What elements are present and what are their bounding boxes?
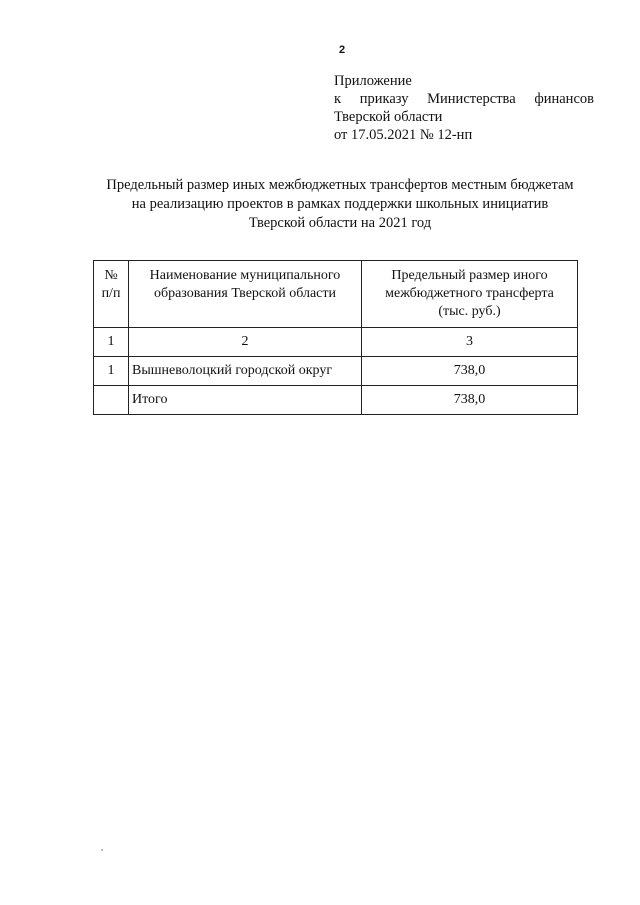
transfer-table	[93, 260, 578, 415]
total-label: Итого	[129, 386, 362, 415]
total-amount: 738,0	[362, 386, 578, 415]
document-title	[60, 176, 620, 233]
total-number	[94, 386, 129, 415]
appendix-date-number: от 17.05.2021 № 12-нп	[334, 127, 473, 143]
column-number: 3	[362, 328, 578, 357]
title-line-2: на реализацию проектов в рамках поддержки школьных инициатив	[131, 196, 549, 212]
appendix-block	[334, 72, 594, 144]
header-amount-line1: Предельный размер иного	[391, 268, 548, 283]
appendix-word: финансов	[534, 91, 594, 107]
scan-artifact	[101, 849, 103, 851]
row-amount: 738,0	[362, 357, 578, 386]
appendix-word: к	[334, 91, 342, 107]
header-number-abbr: п/п	[101, 286, 121, 301]
total-row	[94, 386, 578, 415]
header-amount-unit: (тыс. руб.)	[438, 304, 501, 319]
header-amount-line2: межбюджетного трансферта	[385, 286, 554, 301]
column-number: 1	[94, 328, 129, 357]
row-number: 1	[94, 357, 129, 386]
column-number-row	[94, 328, 578, 357]
appendix-word: приказу	[359, 91, 409, 107]
column-number: 2	[129, 328, 362, 357]
appendix-label: Приложение	[334, 73, 412, 89]
appendix-word: Министерства	[427, 91, 516, 107]
appendix-region: Тверской области	[334, 109, 443, 125]
appendix-order-line	[334, 90, 594, 108]
header-number-symbol: №	[104, 268, 118, 283]
header-municipality-line1: Наименование муниципального	[149, 268, 341, 283]
page-number: 2	[339, 44, 346, 56]
header-municipality-line2: образования Тверской области	[153, 286, 337, 301]
title-line-1: Предельный размер иных межбюджетных трансфертов местным бюджетам	[106, 177, 574, 193]
header-municipality	[129, 261, 362, 328]
row-municipality: Вышневолоцкий городской округ	[129, 357, 362, 386]
table-row	[94, 357, 578, 386]
header-number	[94, 261, 129, 328]
table-header-row	[94, 261, 578, 328]
header-transfer-amount	[362, 261, 578, 328]
title-line-3: Тверской области на 2021 год	[248, 215, 432, 231]
